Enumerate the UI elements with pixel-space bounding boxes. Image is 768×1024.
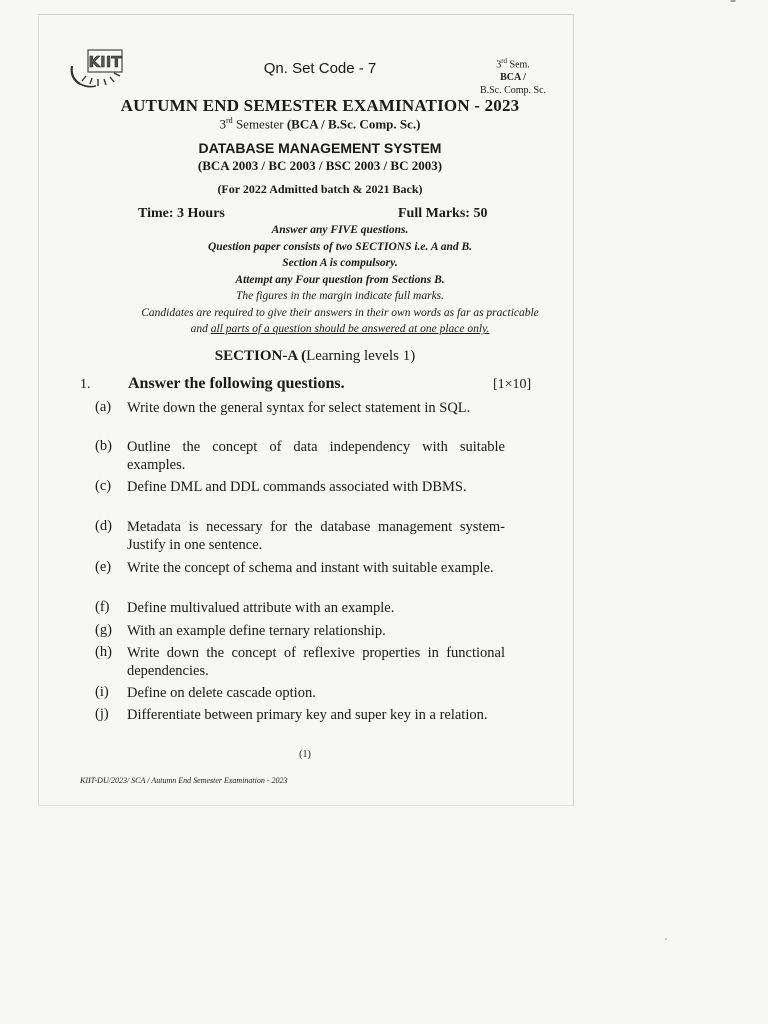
- item-label: (i): [95, 684, 109, 700]
- question-title: Answer the following questions.: [128, 375, 345, 392]
- question-item: Write down the concept of reflexive properties in functional dependencies.: [127, 645, 505, 679]
- question-item: Differentiate between primary key and super key in a relation.: [127, 707, 488, 723]
- semester-program-line-2: B.Sc. Comp. Sc.: [479, 85, 547, 97]
- item-label: (j): [95, 706, 109, 722]
- full-marks: Full Marks: 50: [398, 206, 488, 221]
- item-label: (c): [95, 478, 112, 494]
- subject-codes: (BCA 2003 / BC 2003 / BSC 2003 / BC 2003): [197, 158, 443, 173]
- batch-note: (For 2022 Admitted batch & 2021 Back): [217, 182, 423, 196]
- question-item: Define DML and DDL commands associated with DBMS.: [127, 479, 467, 495]
- question-item: Outline the concept of data independency with suitable examples.: [127, 439, 505, 473]
- question-item: Define multivalued attribute with an example.: [127, 600, 395, 616]
- question-item: Write the concept of schema and instant with suitable example.: [127, 560, 494, 576]
- instruction-line: Candidates are required to give their answers in their own words as far as practicable: [141, 306, 539, 319]
- item-label: (g): [95, 622, 112, 638]
- item-label: (a): [95, 399, 112, 415]
- exam-title: AUTUMN END SEMESTER EXAMINATION - 2023: [120, 96, 520, 115]
- question-set-code: Qn. Set Code - 7: [263, 60, 377, 77]
- subject-title: DATABASE MANAGEMENT SYSTEM: [198, 140, 442, 156]
- question-item: Write down the general syntax for select statement in SQL.: [127, 400, 471, 416]
- question-item: Metadata is necessary for the database management system- Justify in one sentence.: [127, 519, 505, 553]
- instruction-line: Question paper consists of two SECTIONS i.e. A and B.: [207, 240, 473, 253]
- svg-text:KIIT: KIIT: [88, 53, 122, 71]
- semester-line: 3rd Sem.: [496, 57, 530, 71]
- question-item: With an example define ternary relationship.: [127, 623, 386, 639]
- semester-box: [478, 55, 548, 97]
- page-footer: KIIT-DU/2023/ SCA / Autumn End Semester Examination - 2023: [80, 776, 288, 785]
- question-item: Define on delete cascade option.: [127, 685, 316, 701]
- instructions-block: [60, 222, 620, 338]
- instruction-line: Attempt any Four question from Sections B.: [235, 273, 445, 286]
- section-a-heading: SECTION-A (Learning levels 1): [214, 348, 416, 364]
- scan-speck: [730, 0, 736, 2]
- item-label: (d): [95, 518, 112, 534]
- instruction-line: Section A is compulsory.: [282, 257, 398, 269]
- instruction-line: and all parts of a question should be answered at one place only.: [190, 323, 490, 335]
- item-label: (e): [95, 559, 112, 575]
- question-number: 1.: [80, 377, 91, 392]
- time-allowed: Time: 3 Hours: [138, 206, 225, 221]
- item-label: (f): [95, 599, 110, 615]
- question-marks: [1×10]: [493, 377, 532, 392]
- instruction-line: The figures in the margin indicate full marks.: [235, 290, 445, 302]
- item-label: (b): [95, 438, 112, 454]
- item-label: (h): [95, 644, 112, 660]
- instruction-line: Answer any FIVE questions.: [271, 224, 409, 236]
- semester-program-line: BCA /: [500, 72, 526, 84]
- scan-speck: [665, 938, 667, 940]
- exam-semester-line: 3rd Semester (BCA / B.Sc. Comp. Sc.): [219, 116, 421, 132]
- page-number: (1): [299, 749, 311, 760]
